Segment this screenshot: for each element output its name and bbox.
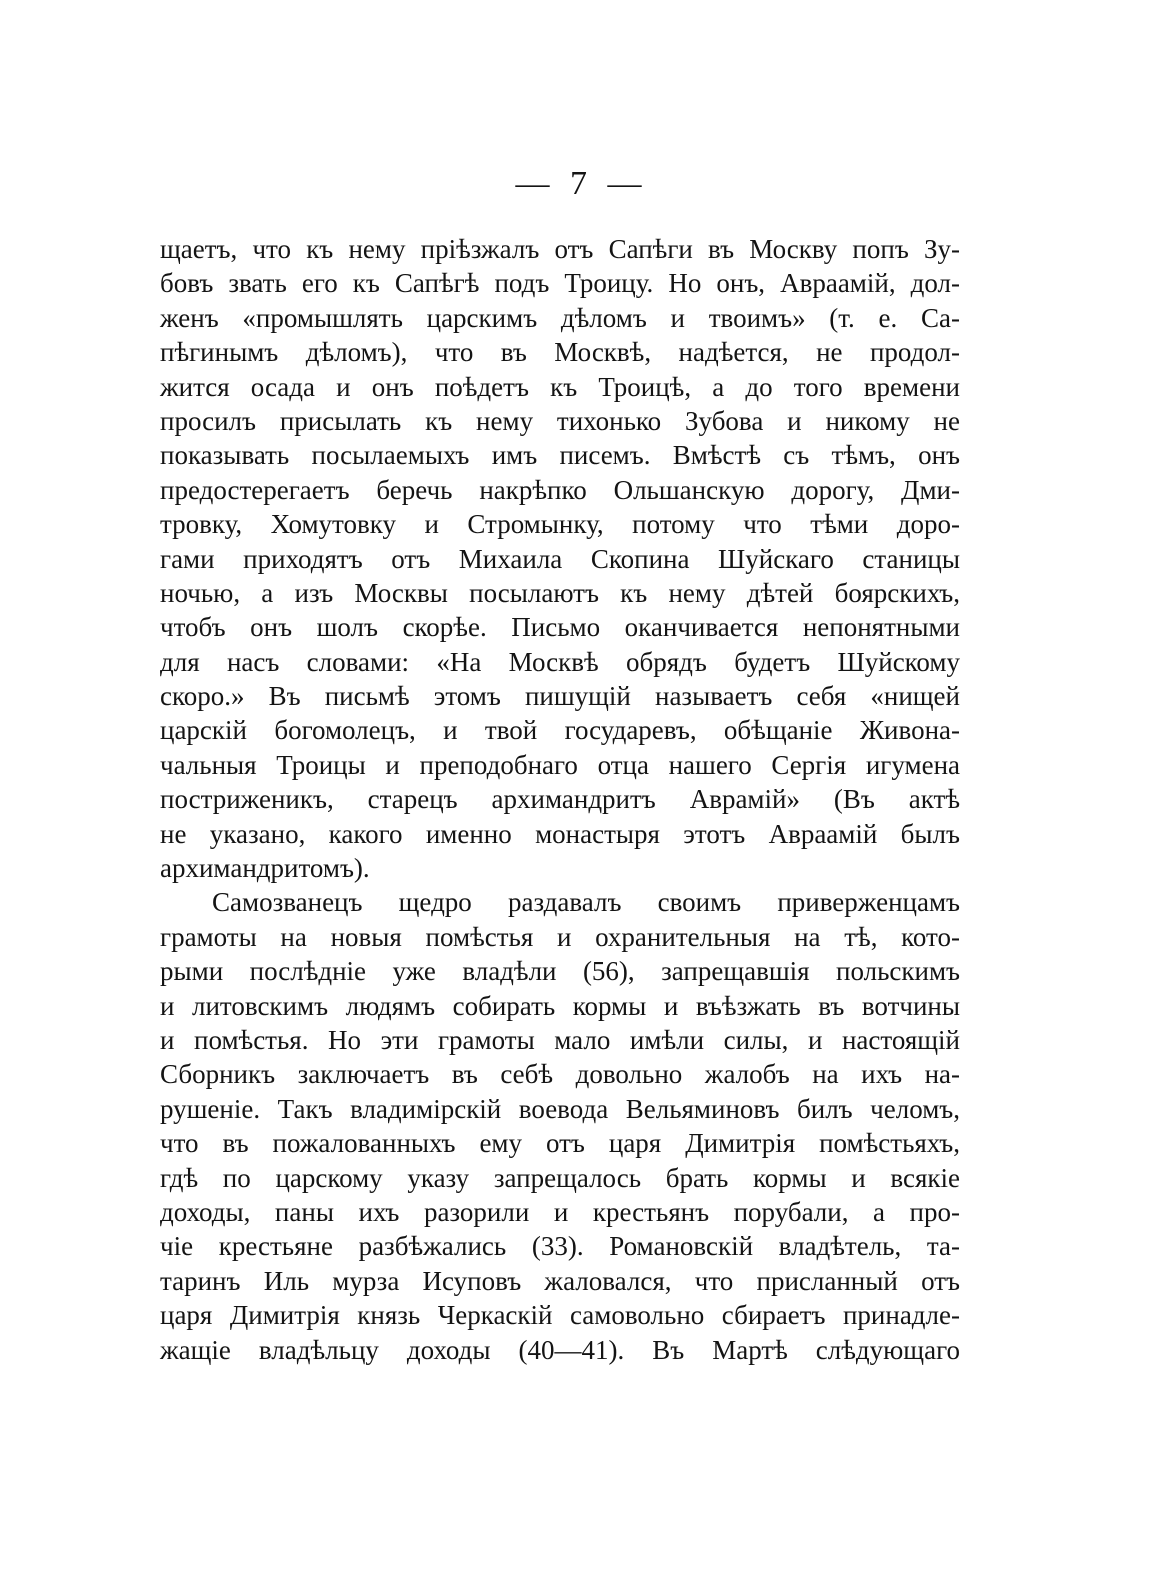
- text-line: женъ «промышлять царскимъ дѣломъ и твоимъ» (т. е. Са-: [160, 302, 960, 333]
- page-number: — 7 —: [515, 165, 648, 202]
- text-line: бовъ звать его къ Сапѣгѣ подъ Троицу. Но онъ, Авраамій, дол-: [160, 268, 960, 299]
- text-line: рыми послѣдніе уже владѣли (56), запрещавшія польскимъ: [160, 956, 960, 987]
- text-line: и литовскимъ людямъ собирать кормы и въѣзжать въ вотчины: [160, 990, 960, 1021]
- text-line: гдѣ по царскому указу запрещалось брать кормы и всякіе: [160, 1162, 960, 1193]
- text-line: Сборникъ заключаетъ въ себѣ довольно жалобъ на ихъ на-: [160, 1059, 960, 1090]
- text-line: пѣгинымъ дѣломъ), что въ Москвѣ, надѣется, не продол-: [160, 337, 960, 368]
- text-line: архимандритомъ).: [160, 853, 370, 884]
- text-line: скоро.» Въ письмѣ этомъ пишущій называетъ себя «нищей: [160, 681, 960, 712]
- text-line: просилъ присылать къ нему тихонько Зубова и никому не: [160, 405, 960, 436]
- text-line: царскій богомолецъ, и твой государевъ, обѣщаніе Живона-: [160, 715, 960, 746]
- text-line: что въ пожалованныхъ ему отъ царя Димитрія помѣстьяхъ,: [160, 1128, 960, 1159]
- text-line: щаетъ, что къ нему пріѣзжалъ отъ Сапѣги въ Москву попъ Зу-: [160, 234, 960, 264]
- text-line: чіе крестьяне разбѣжались (33). Романовскій владѣтель, та-: [160, 1231, 960, 1262]
- text-line: и помѣстья. Но эти грамоты мало имѣли силы, и настоящій: [160, 1024, 960, 1055]
- text-line: предостерегаетъ беречь накрѣпко Ольшанскую дорогу, Дми-: [160, 474, 960, 505]
- text-line: царя Димитрія князь Черкаскій самовольно сбираетъ принадле-: [160, 1300, 960, 1331]
- text-line: Самозванецъ щедро раздавалъ своимъ приверженцамъ: [212, 887, 960, 918]
- paragraph-1: [160, 232, 960, 885]
- text-line: тровку, Хомутовку и Стромынку, потому что тѣми доро-: [160, 509, 960, 540]
- text-line: для насъ словами: «На Москвѣ обрядъ будетъ Шуйскому: [160, 646, 960, 677]
- text-line: постриженикъ, старецъ архимандритъ Аврамій» (Въ актѣ: [160, 784, 960, 815]
- text-line: чальныя Троицы и преподобнаго отца нашего Сергія игумена: [160, 749, 960, 780]
- text-line: таринъ Иль мурза Исуповъ жаловался, что присланный отъ: [160, 1265, 960, 1296]
- body-text: [160, 232, 960, 1367]
- text-line: грамоты на новыя помѣстья и охранительныя на тѣ, кото-: [160, 921, 960, 952]
- text-line: жится осада и онъ поѣдетъ къ Троицѣ, а до того времени: [160, 371, 960, 402]
- text-line: жащіе владѣльцу доходы (40—41). Въ Мартѣ слѣдующаго: [160, 1334, 960, 1365]
- paragraph-2: [160, 885, 960, 1366]
- text-line: доходы, паны ихъ разорили и крестьянъ порубали, а про-: [160, 1196, 960, 1227]
- text-line: рушеніе. Такъ владимірскій воевода Вельяминовъ билъ челомъ,: [160, 1093, 960, 1124]
- text-line: не указано, какого именно монастыря этотъ Авраамій былъ: [160, 818, 960, 849]
- text-line: чтобъ онъ шолъ скорѣе. Письмо оканчивается непонятными: [160, 612, 960, 643]
- text-line: ночью, а изъ Москвы посылаютъ къ нему дѣтей боярскихъ,: [160, 577, 960, 608]
- text-line: показывать посылаемыхъ имъ писемъ. Вмѣстѣ съ тѣмъ, онъ: [160, 440, 960, 471]
- text-line: гами приходятъ отъ Михаила Скопина Шуйскаго станицы: [160, 543, 960, 574]
